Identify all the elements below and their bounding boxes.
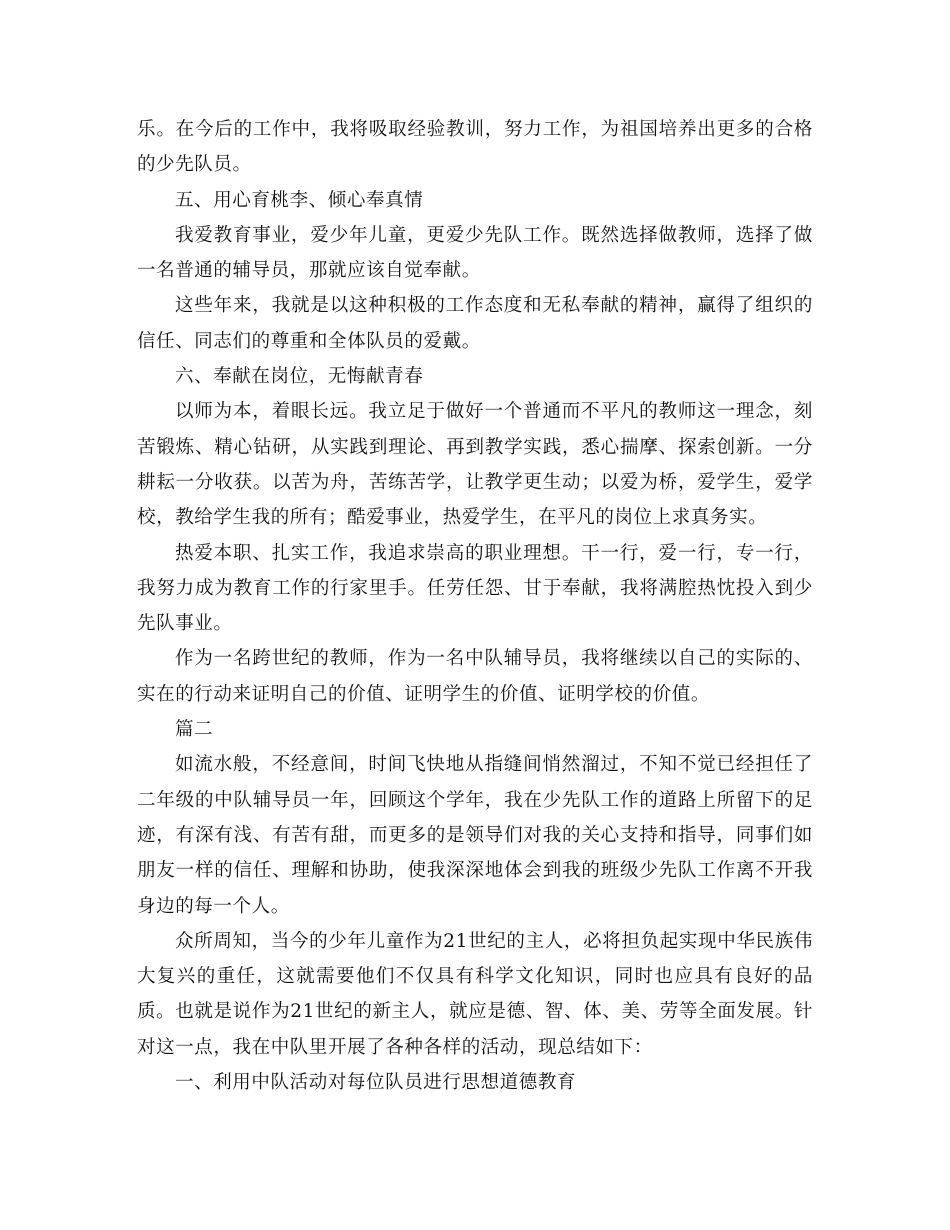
document-body (137, 112, 813, 1100)
paragraph: 我爱教育事业，爱少年儿童，更爱少先队工作。既然选择做教师，选择了做一名普通的辅导员，那就应该自觉奉献。 (137, 224, 813, 282)
paragraph: 作为一名跨世纪的教师，作为一名中队辅导员，我将继续以自己的实际的、实在的行动来证明自己的价值、证明学生的价值、证明学校的价值。 (137, 648, 813, 705)
paragraph: 以师为本，着眼长远。我立足于做好一个普通而不平凡的教师这一理念，刻苦锻炼、精心钻研，从实践到理论、再到教学实践，悉心揣摩、探索创新。一分耕耘一分收获。以苦为舟，苦练苦学，让教学更生动；以爱为桥，爱学生，爱学校，教给学生我的所有；酷爱事业，热爱学生，在平凡的岗位上求真务实。 (137, 401, 813, 529)
paragraph: 众所周知，当今的少年儿童作为21世纪的主人，必将担负起实现中华民族伟大复兴的重任，这就需要他们不仅具有科学文化知识，同时也应具有良好的品质。也就是说作为21世纪的新主人，就应是德、智、体、美、劳等全面发展。针对这一点，我在中队里开展了各种各样的活动，现总结如下： (137, 930, 813, 1058)
section-heading-5: 五、用心育桃李、倾心奉真情 (175, 189, 424, 211)
part-heading: 篇二 (175, 719, 214, 741)
section-heading-1: 一、利用中队活动对每位队员进行思想道德教育 (175, 1072, 577, 1094)
paragraph: 如流水般，不经意间，时间飞快地从指缝间悄然溜过，不知不觉已经担任了二年级的中队辅导员一年，回顾这个学年，我在少先队工作的道路上所留下的足迹，有深有浅、有苦有甜，而更多的是领导们对我的关心支持和指导，同事们如朋友一样的信任、理解和协助，使我深深地体会到我的班级少先队工作离不开我身边的每一个人。 (137, 754, 813, 917)
section-heading-6: 六、奉献在岗位，无悔献青春 (175, 366, 424, 388)
paragraph: 这些年来，我就是以这种积极的工作态度和无私奉献的精神，赢得了组织的信任、同志们的尊重和全体队员的爱戴。 (137, 295, 813, 352)
paragraph-continuation: 乐。在今后的工作中，我将吸取经验教训，努力工作，为祖国培养出更多的合格的少先队员。 (137, 119, 813, 176)
paragraph: 热爱本职、扎实工作，我追求崇高的职业理想。干一行，爱一行，专一行，我努力成为教育工作的行家里手。任劳任怨、甘于奉献，我将满腔热忱投入到少先队事业。 (137, 542, 813, 635)
